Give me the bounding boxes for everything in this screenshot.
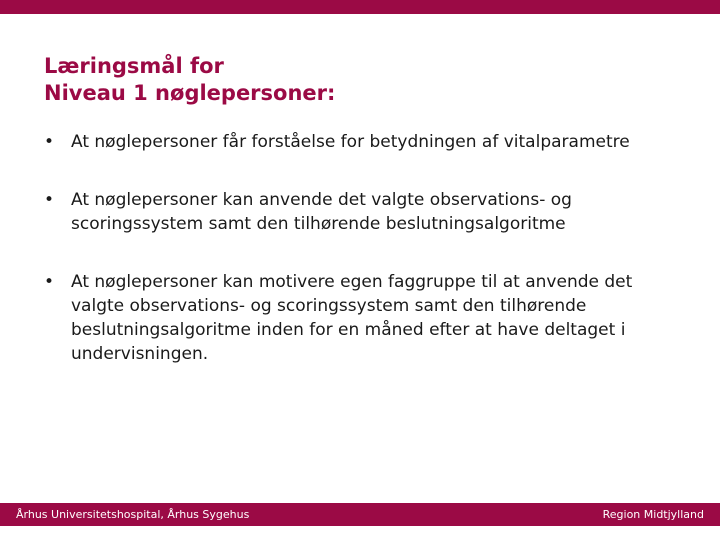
footer-hospital-name: Århus Universitetshospital, Århus Sygehus [16, 508, 250, 521]
bullet-dot-icon: • [44, 190, 55, 210]
footer-bar [0, 503, 720, 526]
top-accent-bar [0, 0, 720, 14]
list-item [44, 270, 684, 366]
footer-region-name: Region Midtjylland [602, 508, 704, 521]
bullet-dot-icon: • [44, 132, 55, 152]
bullet-text: At nøglepersoner får forståelse for betydningen af vitalparametre [71, 132, 630, 152]
bullet-text: At nøglepersoner kan motivere egen faggruppe til at anvende det valgte observations- og scoringssystem samt den tilhørende beslutningsalgoritme inden for en måned efter at have deltaget i undervisningen. [71, 272, 633, 364]
title-line-2: Niveau 1 nøglepersoner: [44, 81, 336, 105]
list-item [44, 130, 684, 154]
bullet-dot-icon: • [44, 272, 55, 292]
slide-title [44, 53, 335, 107]
bullet-text: At nøglepersoner kan anvende det valgte observations- og scoringssystem samt den tilhørende beslutningsalgoritme [71, 190, 572, 234]
list-item [44, 188, 684, 236]
bullet-list [44, 130, 684, 400]
title-line-1: Læringsmål for [44, 54, 224, 78]
